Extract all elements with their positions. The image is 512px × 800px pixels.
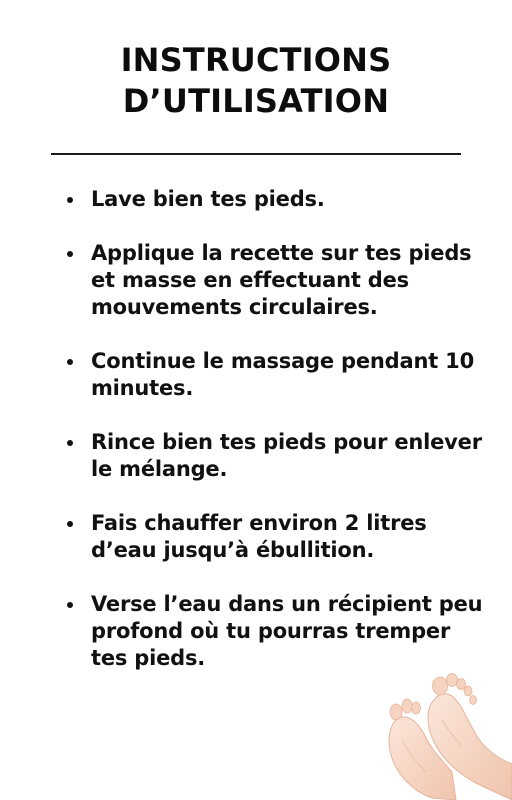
feet-illustration xyxy=(382,660,512,800)
instruction-item xyxy=(0,348,512,402)
instruction-item xyxy=(0,186,512,213)
bullet-icon xyxy=(67,521,73,527)
instruction-list xyxy=(0,186,512,699)
bullet-icon xyxy=(67,440,73,446)
bullet-icon xyxy=(67,602,73,608)
page-title-line-2: D’UTILISATION xyxy=(122,82,390,120)
instruction-text: Continue le massage pendant 10 minutes. xyxy=(91,349,474,400)
instruction-text: Fais chauffer environ 2 litres d’eau jusqu’à ébullition. xyxy=(91,511,427,562)
bullet-icon xyxy=(67,359,73,365)
instruction-item xyxy=(0,429,512,483)
instruction-item xyxy=(0,510,512,564)
instruction-text: Verse l’eau dans un récipient peu profond où tu pourras tremper tes pieds. xyxy=(91,592,483,670)
page-title-line-1: INSTRUCTIONS xyxy=(120,41,392,79)
title-divider xyxy=(51,153,461,155)
instruction-text: Rince bien tes pieds pour enlever le mélange. xyxy=(91,430,482,481)
instruction-text: Lave bien tes pieds. xyxy=(91,187,325,211)
bullet-icon xyxy=(67,251,73,257)
instruction-item xyxy=(0,240,512,321)
page-title xyxy=(0,40,512,122)
bullet-icon xyxy=(67,197,73,203)
instruction-text: Applique la recette sur tes pieds et masse en effectuant des mouvements circulaires. xyxy=(91,241,472,319)
